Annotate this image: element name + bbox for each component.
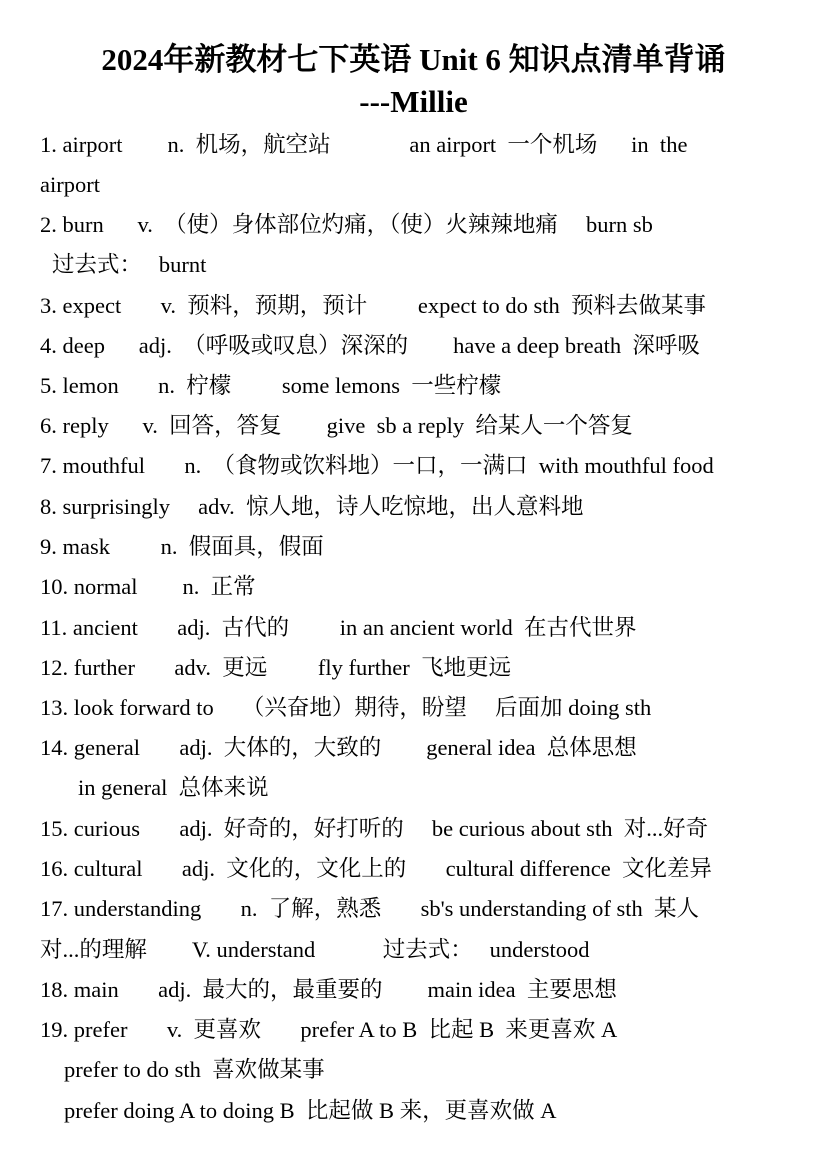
- list-item-ancient: [40, 608, 800, 648]
- list-item-text: 10. normal n. 正常: [40, 574, 256, 599]
- list-item-general-continued: [78, 768, 827, 808]
- list-item-text: 7. mouthful n. （食物或饮料地）一口，一满口 with mouthful food: [40, 453, 714, 478]
- list-item-text: 15. curious adj. 好奇的，好打听的 be curious about sth 对...好奇: [40, 816, 709, 841]
- list-item-burn: [40, 205, 800, 245]
- list-item-look-forward-to: [40, 688, 800, 728]
- list-item-understanding-continued: [40, 930, 800, 970]
- list-item-prefer: [40, 1010, 800, 1050]
- document-author: ---Millie: [359, 84, 468, 119]
- list-item-expect: [40, 286, 800, 326]
- list-item-reply: [40, 406, 800, 446]
- list-item-text: 3. expect v. 预料，预期，预计 expect to do sth 预料去做某事: [40, 293, 706, 318]
- list-item-text: 对...的理解 V. understand 过去式： understood: [40, 937, 590, 962]
- list-item-text: 18. main adj. 最大的，最重要的 main idea 主要思想: [40, 977, 617, 1002]
- list-item-text: 1. airport n. 机场，航空站 an airport 一个机场 in the: [40, 132, 688, 157]
- list-item-text: 过去式： burnt: [52, 252, 207, 277]
- list-item-lemon: [40, 366, 800, 406]
- list-item-general: [40, 728, 800, 768]
- list-item-surprisingly: [40, 487, 800, 527]
- list-item-main: [40, 970, 800, 1010]
- list-item-text: airport: [40, 172, 100, 197]
- list-item-prefer-continued-2: [64, 1091, 824, 1131]
- list-item-mouthful: [40, 446, 820, 486]
- list-item-prefer-continued: [64, 1050, 824, 1090]
- list-item-curious: [40, 809, 800, 849]
- list-item-airport-continued: [40, 165, 800, 205]
- list-item-mask: [40, 527, 800, 567]
- document-title: 2024年新教材七下英语 Unit 6 知识点清单背诵: [101, 42, 726, 77]
- list-item-deep: [40, 326, 800, 366]
- list-item-text: prefer doing A to doing B 比起做 B 来，更喜欢做 A: [64, 1098, 557, 1123]
- list-item-text: in general 总体来说: [78, 775, 269, 800]
- list-item-text: 2. burn v. （使）身体部位灼痛，（使）火辣辣地痛 burn sb: [40, 212, 653, 237]
- list-item-airport: [40, 125, 800, 165]
- list-item-cultural: [40, 849, 800, 889]
- list-item-text: prefer to do sth 喜欢做某事: [64, 1057, 325, 1082]
- list-item-text: 14. general adj. 大体的，大致的 general idea 总体思想: [40, 735, 637, 760]
- list-item-text: 16. cultural adj. 文化的，文化上的 cultural difference 文化差异: [40, 856, 712, 881]
- list-item-text: 4. deep adj. （呼吸或叹息）深深的 have a deep breath 深呼吸: [40, 333, 700, 358]
- list-item-text: 12. further adv. 更远 fly further 飞地更远: [40, 655, 511, 680]
- list-item-text: 19. prefer v. 更喜欢 prefer A to B 比起 B 来更喜欢 A: [40, 1017, 618, 1042]
- list-item-text: 9. mask n. 假面具，假面: [40, 534, 324, 559]
- list-item-text: 17. understanding n. 了解，熟悉 sb's understanding of sth 某人: [40, 896, 700, 921]
- list-item-normal: [40, 567, 800, 607]
- list-item-understanding: [40, 889, 820, 929]
- list-item-text: 11. ancient adj. 古代的 in an ancient world 在古代世界: [40, 615, 637, 640]
- list-item-further: [40, 648, 800, 688]
- list-item-text: 6. reply v. 回答，答复 give sb a reply 给某人一个答复: [40, 413, 633, 438]
- list-item-burn-continued: [52, 245, 812, 285]
- list-item-text: 5. lemon n. 柠檬 some lemons 一些柠檬: [40, 373, 502, 398]
- list-item-text: 13. look forward to （兴奋地）期待，盼望 后面加 doing sth: [40, 695, 652, 720]
- list-item-text: 8. surprisingly adv. 惊人地，诗人吃惊地，出人意料地: [40, 494, 584, 519]
